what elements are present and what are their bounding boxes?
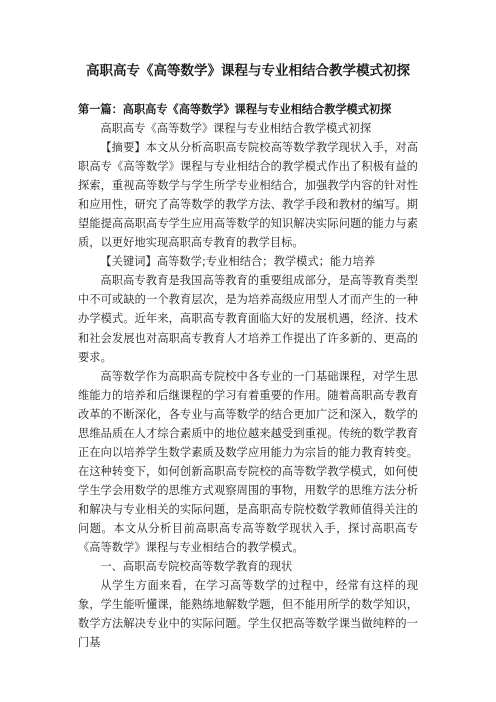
keywords-text: 高等数学;专业相结合；教学模式；能力培养 <box>156 255 376 269</box>
keywords-paragraph <box>78 252 418 271</box>
abstract-text: 本文从分析高职高专院校高等数学教学现状入手，对高职高专《高等数学》课程与专业相结合的教学模式作出了积极有益的探索，重视高等数学与学生所学专业相结合，加强教学内容的针对性和应用性，研究了高等数学的教学方法、教学手段和教材的编写。期望能提高高职高专学生应用高等数学的知识解决实际问题的能力与素质，以更好地实现高职高专教育的教学目标。 <box>78 141 419 250</box>
body-paragraph-1: 高职高专教育是我国高等教育的重要组成部分，是高等教育类型中不可或缺的一个教育层次，是为培养高级应用型人才而产生的一种办学模式。近年来，高职高专教育面临大好的发展机遇，经济、技术和社会发展也对高职高专教育人才培养工作提出了许多新的、更高的要求。 <box>78 274 418 364</box>
subsection-heading: 一、高职高专院校高等数学教育的现状 <box>100 560 293 574</box>
abstract-paragraph <box>78 138 418 252</box>
document-title: 高职高专《高等数学》课程与专业相结合教学模式初探 <box>86 63 410 79</box>
abstract-label: 【摘要】 <box>100 141 146 155</box>
subtitle-line: 高职高专《高等数学》课程与专业相结合教学模式初探 <box>100 122 372 135</box>
body-paragraph-2: 高等数学作为高职高专院校中各专业的一门基础课程，对学生思维能力的培养和后继课程的学习有着重要的作用。随着高职高专教育改革的不断深化，各专业与高等数学的结合更加广泛和深入，数学的思维品质在人才综合素质中的地位越来越受到重视。传统的数学教育正在向以培养学生数学素质及数学应用能力为宗旨的能力教育转变。在这种转变下，如何创新高职高专院校的高等数学教学模式，如何使学生学会用数学的思维方式观察周围的事物，用数学的思维方法分析和解决与专业相关的实际问题，是高职高专院校数学教师值得关注的问题。本文从分析目前高职高专高等数学现状入手，探讨高职高专《高等数学》课程与专业相结合的教学模式。 <box>78 369 418 555</box>
keywords-label: 【关键词】 <box>100 255 157 269</box>
section-heading: 第一篇：高职高专《高等数学》课程与专业相结合教学模式初探 <box>78 103 392 116</box>
body-paragraph-3: 从学生方面来看，在学习高等数学的过程中，经常有这样的现象，学生能听懂课，能熟练地解数学题，但不能用所学的数学知识，数学方法解决专业中的实际问题。学生仅把高等数学课当做纯粹的一门基 <box>78 579 418 650</box>
